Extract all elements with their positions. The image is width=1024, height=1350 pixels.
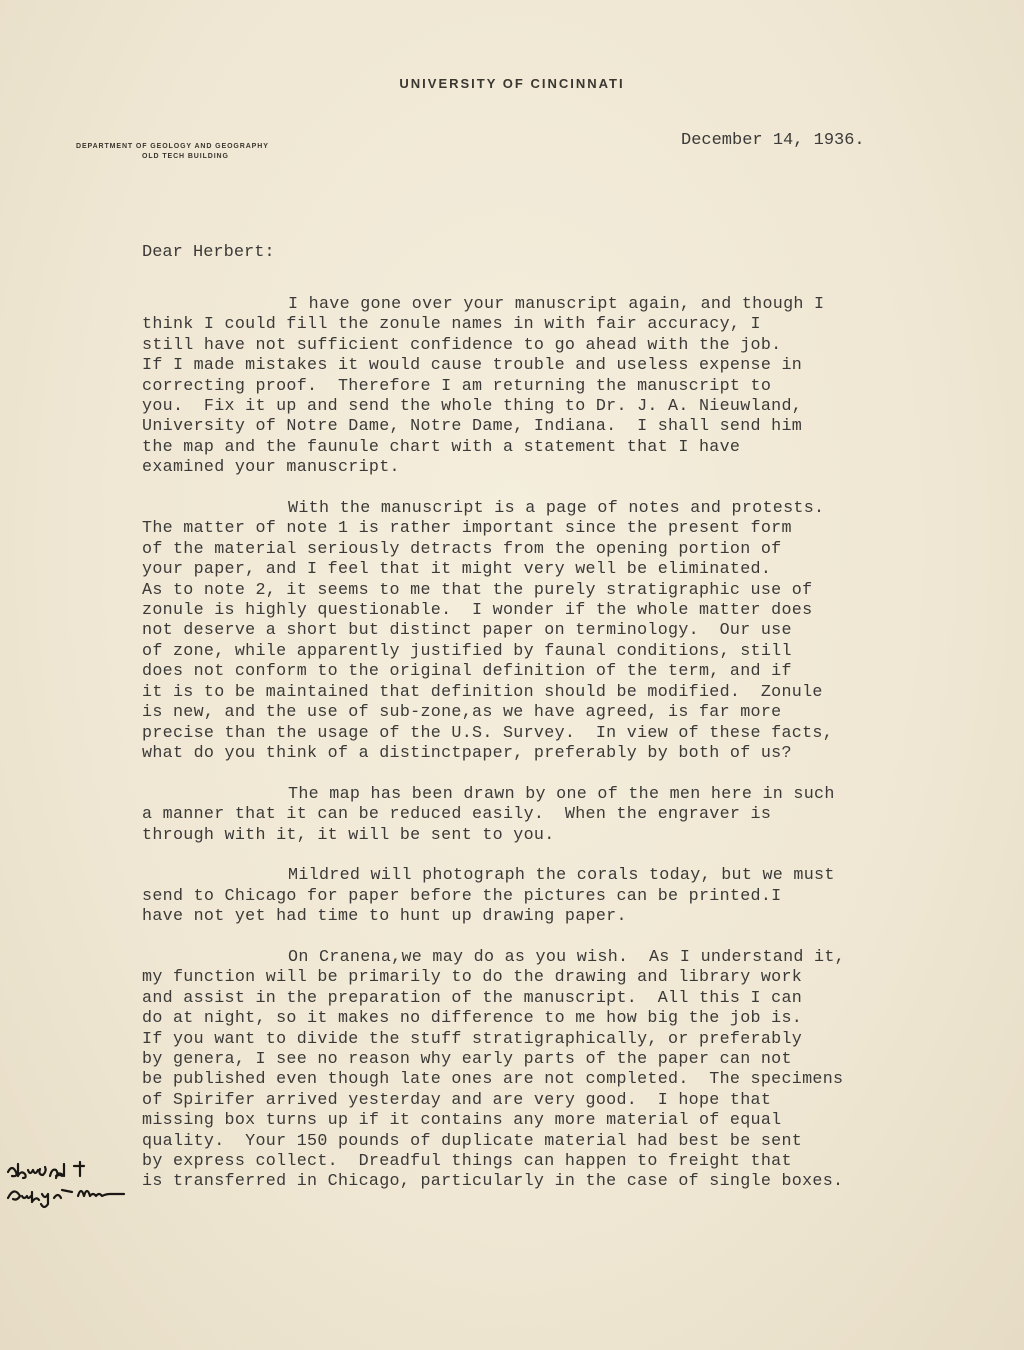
- body-line: correcting proof. Therefore I am returning the manuscript to: [142, 376, 772, 396]
- handwritten-annotation: [4, 1160, 144, 1210]
- body-line: still have not sufficient confidence to go ahead with the job.: [142, 335, 782, 355]
- body-line: As to note 2, it seems to me that the purely stratigraphic use of: [142, 580, 813, 600]
- body-line: a manner that it can be reduced easily. When the engraver is: [142, 805, 772, 825]
- body-line: by express collect. Dreadful things can happen to freight that: [142, 1152, 792, 1171]
- body-line: the map and the faunule chart with a statement that I have: [142, 437, 741, 457]
- salutation: Dear Herbert:: [142, 243, 275, 262]
- paragraph-1: [142, 295, 982, 479]
- body-line: On Cranena,we may do as you wish. As I understand it,: [288, 947, 845, 967]
- body-line: zonule is highly questionable. I wonder if the whole matter does: [142, 601, 813, 621]
- body-line: If you want to divide the stuff stratigraphically, or preferably: [142, 1029, 803, 1049]
- body-line: is new, and the use of sub-zone,as we have agreed, is far more: [142, 703, 782, 723]
- paragraph-4: [142, 866, 982, 927]
- body-line: you. Fix it up and send the whole thing to Dr. J. A. Nieuwland,: [142, 397, 803, 417]
- body-line: do at night, so it makes no difference to me how big the job is.: [142, 1009, 803, 1029]
- body-line: Mildred will photograph the corals today, but we must: [288, 866, 835, 886]
- body-line: what do you think of a distinctpaper, preferably by both of us?: [142, 743, 792, 763]
- body-line: The map has been drawn by one of the men here in such: [288, 784, 835, 804]
- paragraph-3: [142, 785, 982, 846]
- body-line: through with it, it will be sent to you.: [142, 825, 555, 845]
- body-line: think I could fill the zonule names in with fair accuracy, I: [142, 315, 761, 335]
- body-line: and assist in the preparation of the manuscript. All this I can: [142, 988, 803, 1008]
- body-line: it is to be maintained that definition should be modified. Zonule: [142, 682, 823, 702]
- body-line: is transferred in Chicago, particularly in the case of single boxes.: [142, 1172, 844, 1192]
- letterhead-department: DEPARTMENT OF GEOLOGY AND GEOGRAPHY: [76, 143, 269, 150]
- body-line: by genera, I see no reason why early parts of the paper can not: [142, 1049, 792, 1069]
- body-line: my function will be primarily to do the drawing and library work: [142, 968, 803, 988]
- body-line: be published even though late ones are not completed. The specimens: [142, 1070, 844, 1090]
- letter-date: December 14, 1936.: [681, 131, 865, 150]
- body-line: have not yet had time to hunt up drawing paper.: [142, 907, 627, 927]
- body-line: If I made mistakes it would cause trouble and useless expense in: [142, 356, 803, 376]
- body-line: quality. Your 150 pounds of duplicate material had best be sent: [142, 1131, 803, 1151]
- body-line: of Spirifer arrived yesterday and are very good. I hope that: [142, 1090, 772, 1110]
- body-line: precise than the usage of the U.S. Survey. In view of these facts,: [142, 723, 834, 743]
- paragraph-2: [142, 499, 982, 764]
- letterhead-building: OLD TECH BUILDING: [142, 153, 229, 160]
- body-line: of the material seriously detracts from the opening portion of: [142, 539, 782, 559]
- body-line: send to Chicago for paper before the pictures can be printed.I: [142, 886, 782, 906]
- body-line: examined your manuscript.: [142, 458, 400, 478]
- body-line: of zone, while apparently justified by faunal conditions, still: [142, 641, 792, 661]
- letterhead-department-block: [76, 142, 269, 162]
- body-line: does not conform to the original definition of the term, and if: [142, 662, 792, 682]
- body-line: not deserve a short but distinct paper on terminology. Our use: [142, 621, 792, 641]
- letter-body: [142, 295, 982, 1213]
- body-line: your paper, and I feel that it might very well be eliminated.: [142, 560, 772, 580]
- body-line: The matter of note 1 is rather important since the present form: [142, 519, 792, 539]
- body-line: With the manuscript is a page of notes and protests.: [288, 499, 825, 519]
- paragraph-5: [142, 948, 982, 1193]
- body-line: University of Notre Dame, Notre Dame, Indiana. I shall send him: [142, 417, 803, 437]
- body-line: missing box turns up if it contains any more material of equal: [142, 1111, 782, 1131]
- letterhead-institution: UNIVERSITY OF CINCINNATI: [399, 76, 625, 91]
- body-line: I have gone over your manuscript again, and though I: [288, 295, 825, 314]
